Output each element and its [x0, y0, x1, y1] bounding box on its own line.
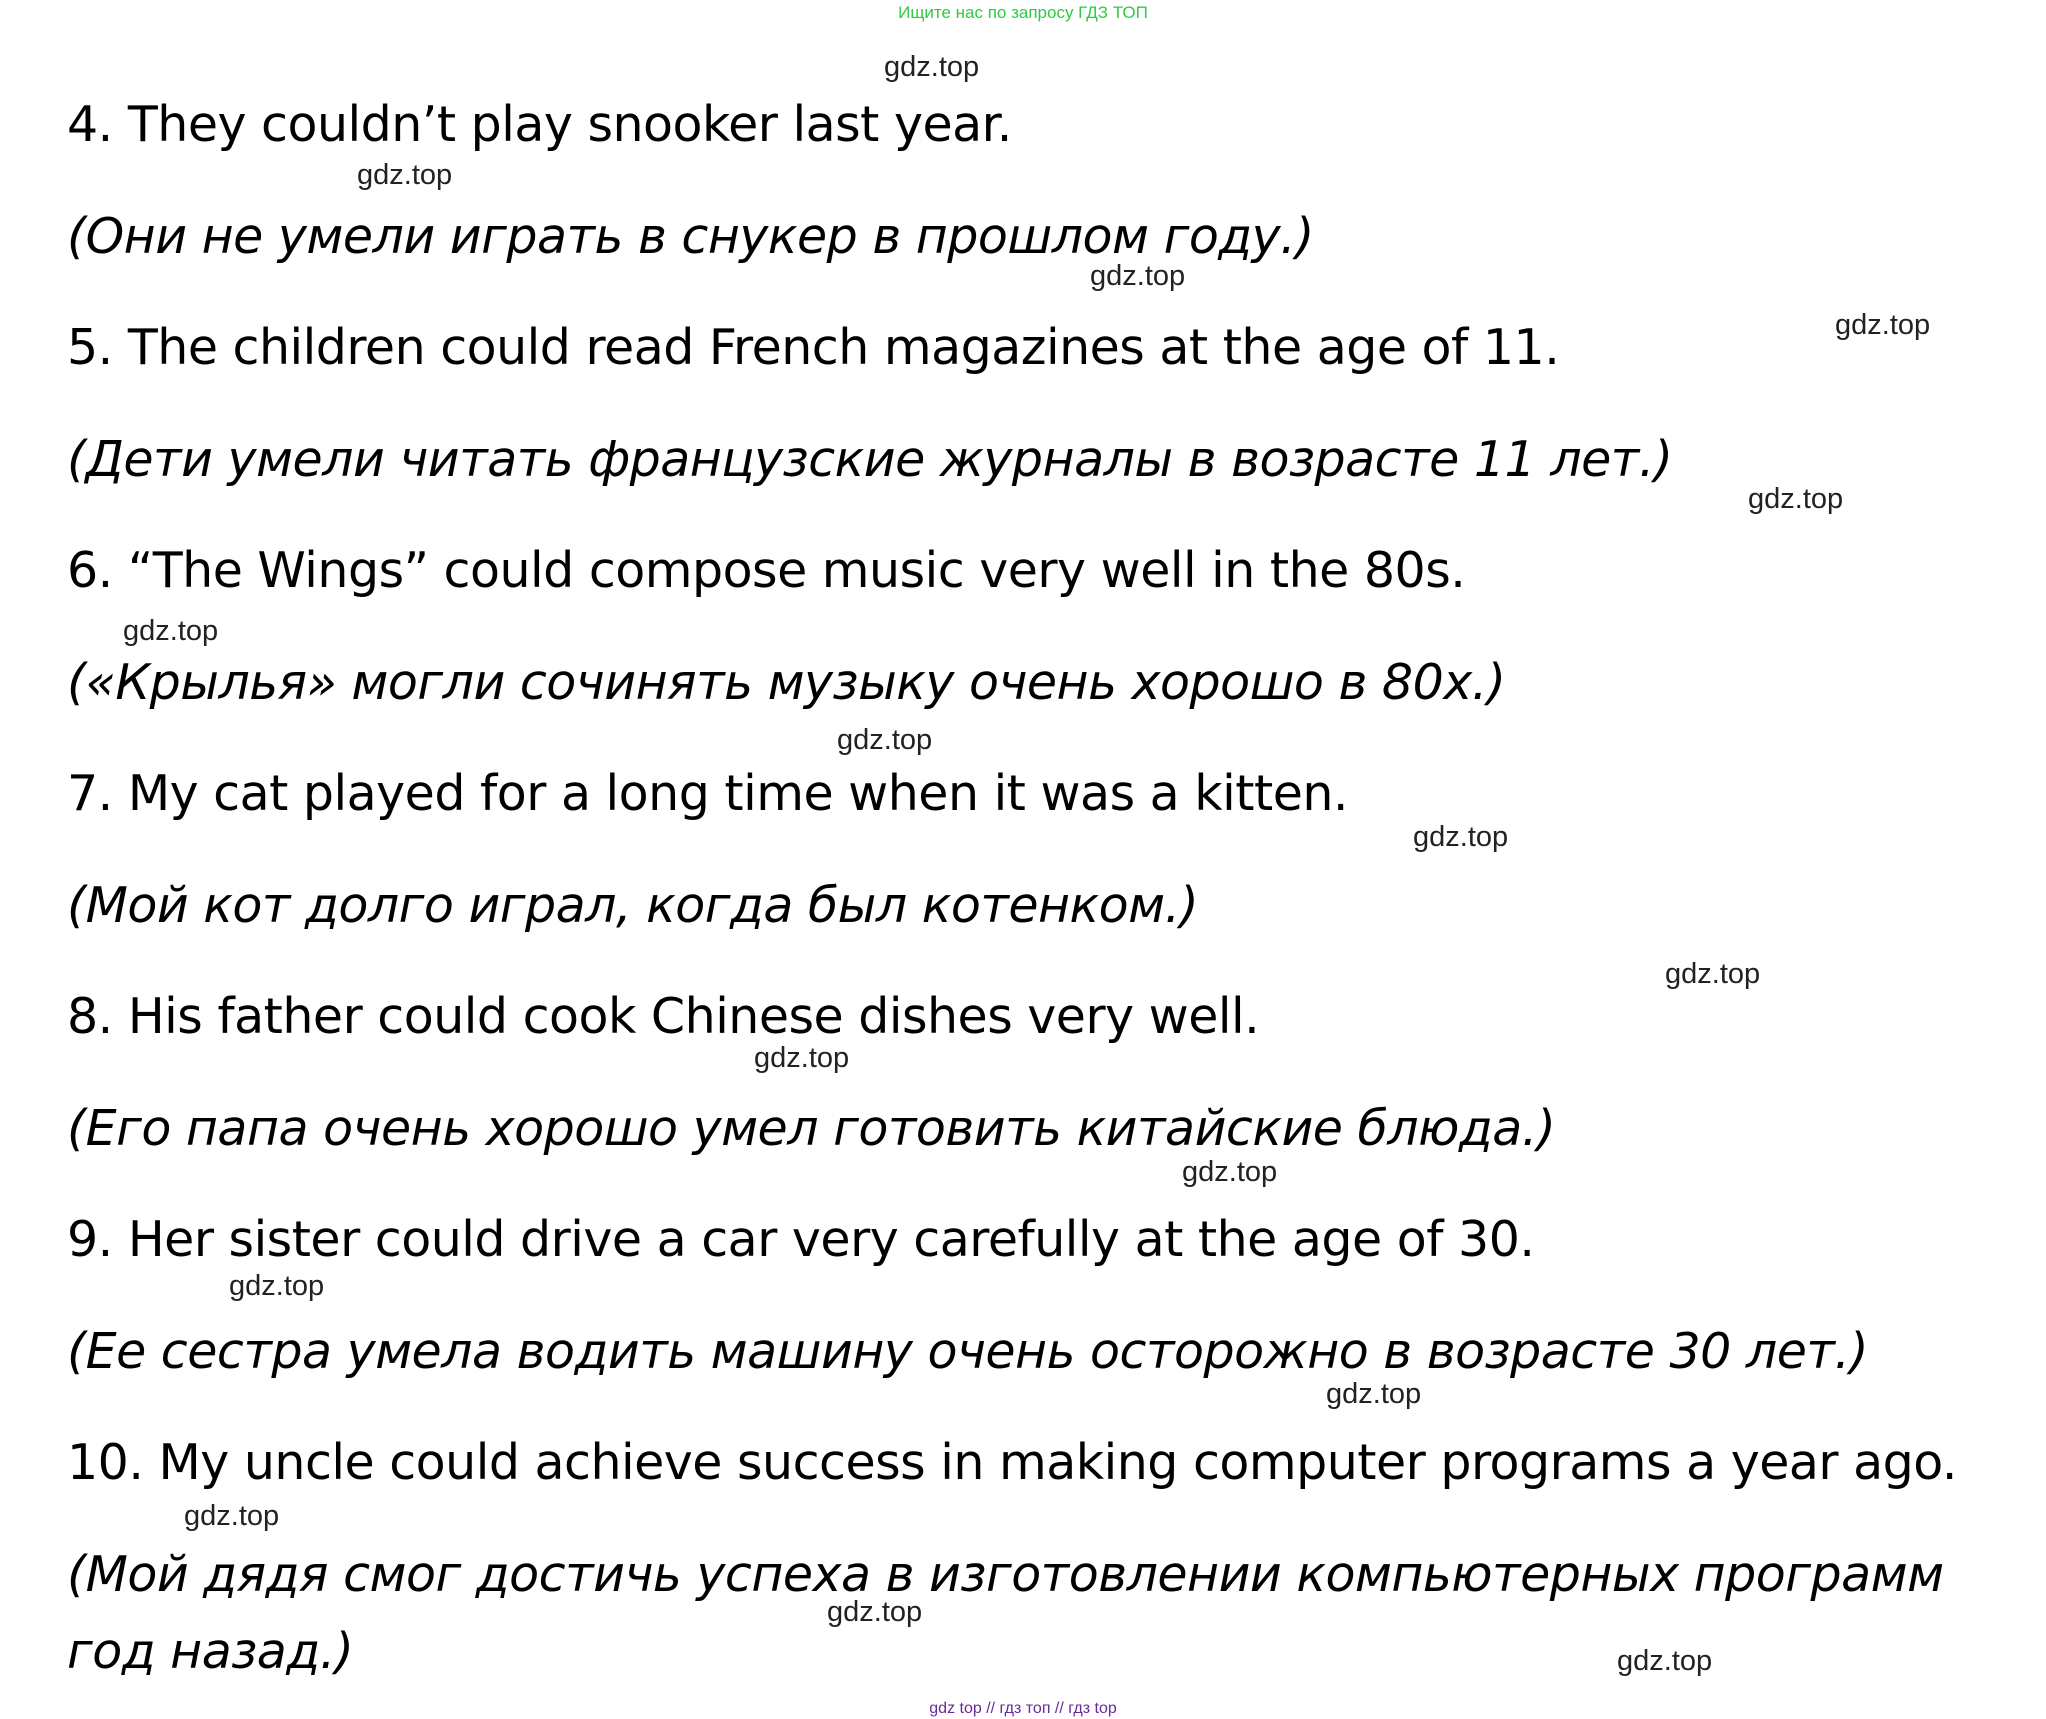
watermark: gdz.top: [754, 1042, 850, 1074]
watermark: gdz.top: [884, 51, 980, 83]
sentence-5: 5. The children could read French magazines at the age of 11.: [67, 319, 1560, 376]
footer-links[interactable]: gdz top // гдз топ // гдз top: [929, 1700, 1117, 1717]
watermark: gdz.top: [229, 1270, 325, 1302]
translation-5: (Дети умели читать французские журналы в возрасте 11 лет.): [67, 431, 1673, 488]
watermark: gdz.top: [357, 159, 453, 191]
watermark: gdz.top: [1182, 1156, 1278, 1188]
watermark: gdz.top: [123, 615, 219, 647]
translation-6: («Крылья» могли сочинять музыку очень хорошо в 80х.): [67, 654, 1506, 711]
watermark: gdz.top: [837, 724, 933, 756]
watermark: gdz.top: [1835, 309, 1931, 341]
sentence-4: 4. They couldn’t play snooker last year.: [67, 96, 1012, 153]
watermark: gdz.top: [184, 1500, 280, 1532]
watermark: gdz.top: [827, 1596, 923, 1628]
watermark: gdz.top: [1617, 1645, 1713, 1677]
promo-link[interactable]: Ищите нас по запросу ГДЗ ТОП: [898, 3, 1148, 22]
translation-8: (Его папа очень хорошо умел готовить китайские блюда.): [67, 1100, 1556, 1157]
watermark: gdz.top: [1748, 483, 1844, 515]
watermark: gdz.top: [1326, 1378, 1422, 1410]
sentence-6: 6. “The Wings” could compose music very well in the 80s.: [67, 542, 1466, 599]
sentence-7: 7. My cat played for a long time when it was a kitten.: [67, 765, 1348, 822]
sentence-9: 9. Her sister could drive a car very carefully at the age of 30.: [67, 1211, 1535, 1268]
sentence-10: 10. My uncle could achieve success in making computer programs a year ago.: [67, 1434, 1957, 1491]
sentence-8: 8. His father could cook Chinese dishes very well.: [67, 988, 1260, 1045]
translation-9: (Ее сестра умела водить машину очень осторожно в возрасте 30 лет.): [67, 1323, 1869, 1380]
translation-10-cont: год назад.): [67, 1623, 354, 1680]
translation-10: (Мой дядя смог достичь успеха в изготовлении компьютерных программ: [67, 1546, 1944, 1603]
translation-4: (Они не умели играть в снукер в прошлом году.): [67, 208, 1314, 265]
watermark: gdz.top: [1090, 260, 1186, 292]
watermark: gdz.top: [1413, 821, 1509, 853]
watermark: gdz.top: [1665, 958, 1761, 990]
translation-7: (Мой кот долго играл, когда был котенком.): [67, 877, 1199, 934]
